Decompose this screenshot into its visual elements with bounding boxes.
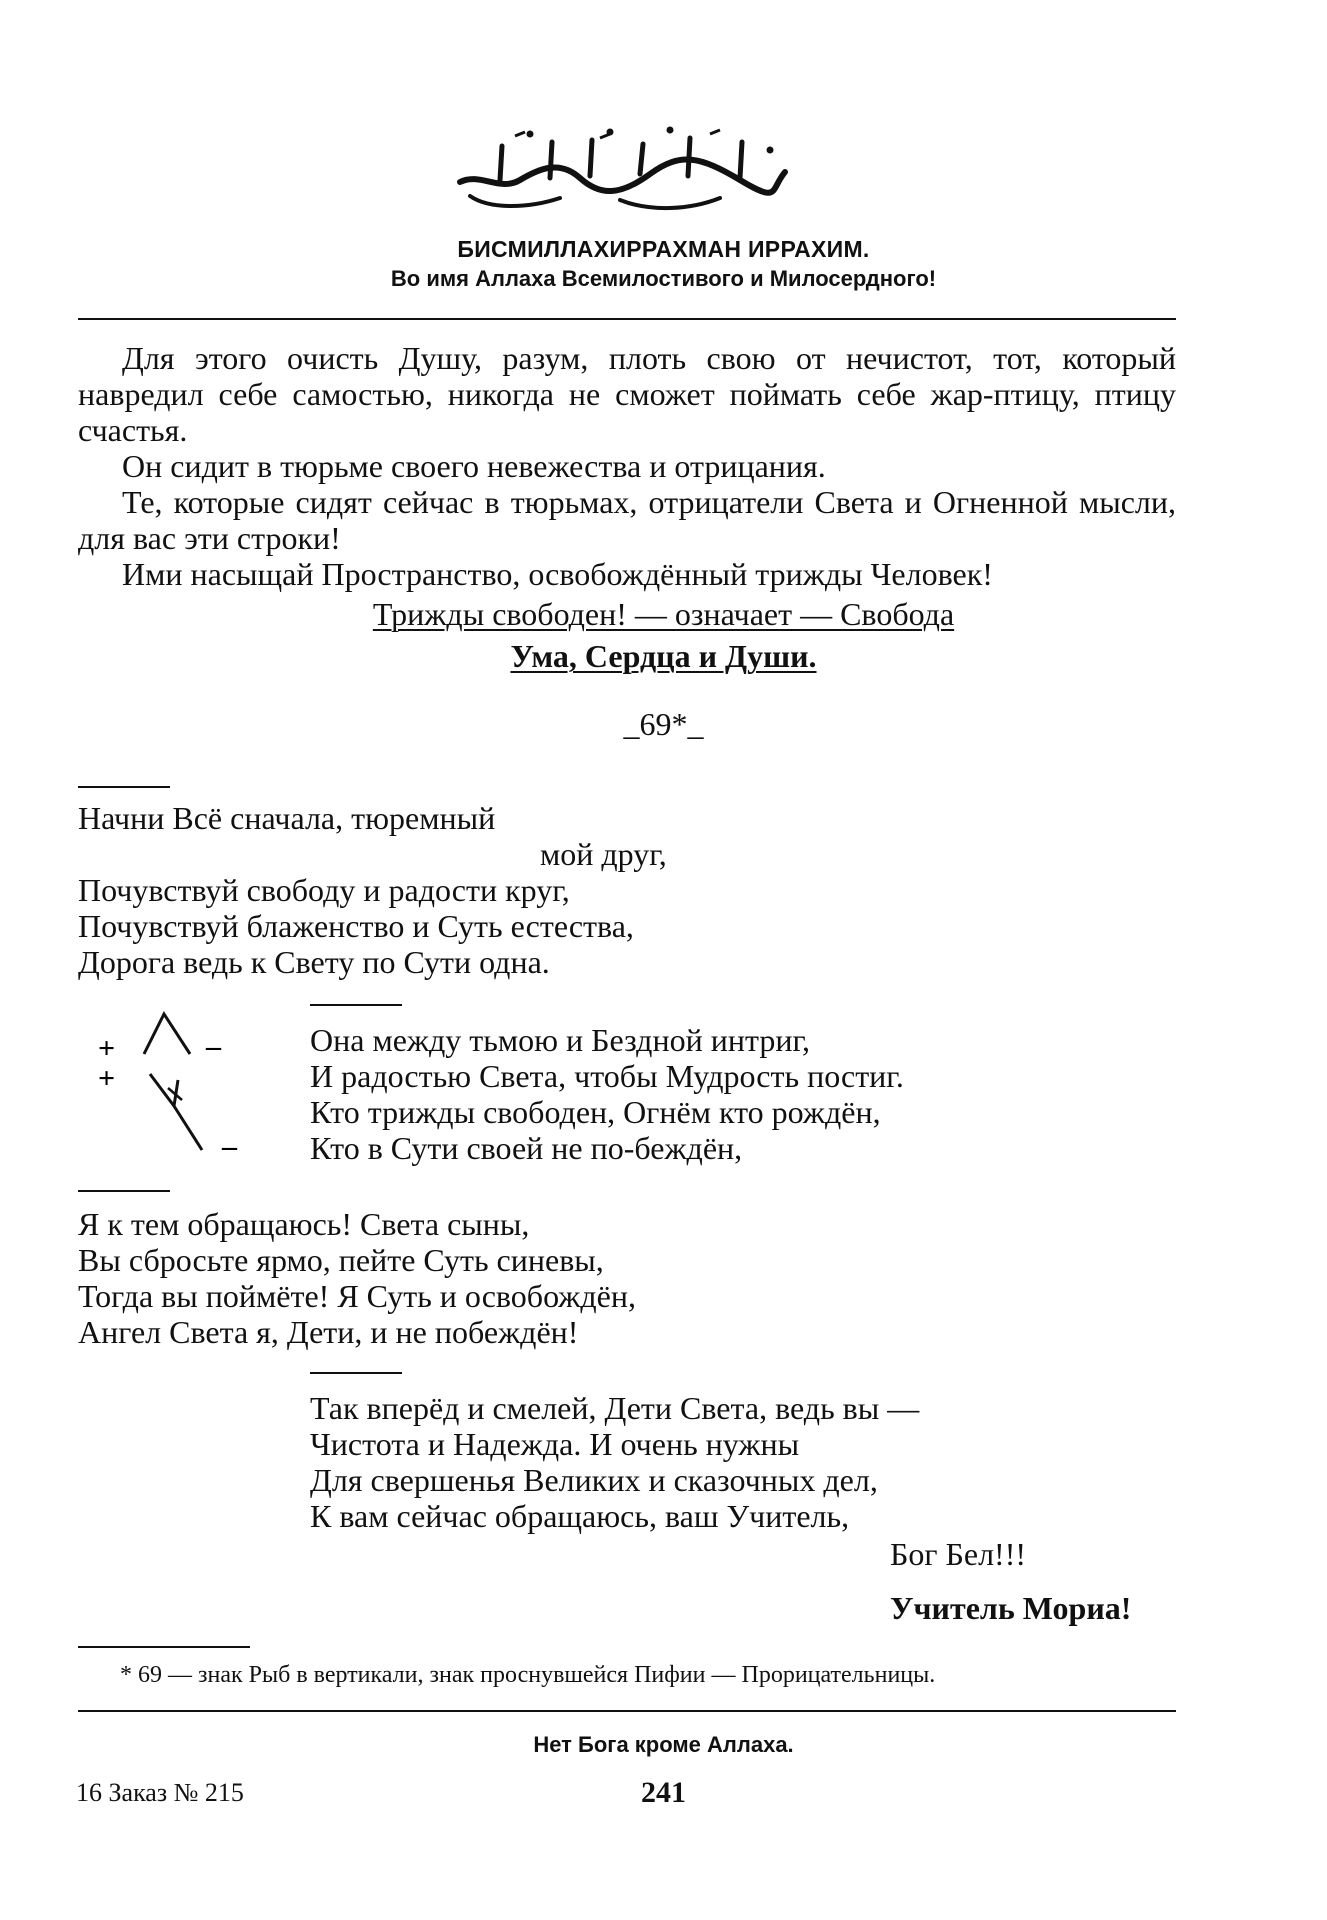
stanza-1-line-1-continuation: мой друг,: [540, 836, 667, 872]
plus-sign: +: [98, 1062, 116, 1095]
header-rule: [78, 318, 1176, 320]
stanza-4-line-4: К вам сейчас обращаюсь, ваш Учитель,: [310, 1498, 850, 1534]
stanza-3-line-3: Тогда вы поймёте! Я Суть и освобождён,: [78, 1278, 636, 1314]
prose-paragraph: Ими насыщай Пространство, освобождённый трижды Человек!: [122, 556, 993, 592]
stanza-1-line-3: Почувствуй блаженство и Суть естества,: [78, 908, 634, 944]
section-number: _69*_: [623, 706, 704, 742]
minus-sign: –: [206, 1030, 221, 1063]
header-title: БИСМИЛЛАХИРРАХМАН ИРРАХИМ.: [457, 236, 870, 262]
prose-paragraph: Он сидит в тюрьме своего невежества и отрицания.: [122, 448, 826, 484]
stanza-4-line-3: Для свершенья Великих и сказочных дел,: [310, 1462, 878, 1498]
prose-paragraph: Те, которые сидят сейчас в тюрьмах, отрицатели Света и Огненной мысли, для вас эти строки!: [78, 484, 1176, 556]
order-note: 16 Заказ № 215: [76, 1778, 244, 1807]
stanza-3-line-2: Вы сбросьте ярмо, пейте Суть синевы,: [78, 1242, 604, 1278]
minus-sign: –: [222, 1130, 237, 1163]
prose-block: [78, 340, 1176, 592]
mind-heart-soul-text: Ума, Сердца и Души.: [510, 638, 817, 674]
mind-heart-soul-line: [0, 638, 1327, 675]
stanza-1-line-1: Начни Всё сначала, тюремный: [78, 800, 496, 836]
stanza-1-line-2: Почувствуй свободу и радости круг,: [78, 872, 570, 908]
stanza-3-line-1: Я к тем обращаюсь! Света сыны,: [78, 1206, 530, 1242]
plus-sign: +: [98, 1032, 116, 1065]
page-number: 241: [641, 1776, 686, 1809]
signature: Учитель Мориа!: [890, 1590, 1132, 1626]
arabic-calligraphy-logo: [440, 120, 800, 220]
stanza-2-line-1: Она между тьмою и Бездной интриг,: [310, 1022, 810, 1058]
stanza-2-line-2: И радостью Света, чтобы Мудрость постиг.: [310, 1058, 904, 1094]
freedom-line-text: Трижды свободен! — означает — Свобода: [372, 596, 955, 632]
footnote: * 69 — знак Рыб в вертикали, знак проснувшейся Пифии — Прорицательницы.: [120, 1662, 936, 1688]
stanza-divider: [310, 1004, 402, 1006]
prose-paragraph: Для этого очисть Душу, разум, плоть свою от нечистот, тот, который навредил себе самостью, никогда не сможет поймать себе жар-птицу, птицу счастья.: [78, 340, 1176, 448]
pisces-vertical-symbol: [92, 1000, 252, 1170]
stanza-4-line-2: Чистота и Надежда. И очень нужны: [310, 1426, 800, 1462]
stanza-divider: [78, 786, 170, 788]
stanza-2-line-3: Кто трижды свободен, Огнём кто рождён,: [310, 1094, 881, 1130]
footer-text: Нет Бога кроме Аллаха.: [533, 1732, 794, 1757]
stanza-3-line-4: Ангел Света я, Дети, и не побеждён!: [78, 1314, 579, 1350]
footer-rule: [78, 1710, 1176, 1712]
stanza-4-line-1: Так вперёд и смелей, Дети Света, ведь вы —: [310, 1390, 920, 1426]
stanza-1-line-4: Дорога ведь к Свету по Сути одна.: [78, 944, 550, 980]
closing-line: Бог Бел!!!: [890, 1536, 1027, 1572]
freedom-line: [0, 596, 1327, 633]
stanza-divider: [310, 1372, 402, 1374]
stanza-2-line-4: Кто в Сути своей не по-беждён,: [310, 1130, 743, 1166]
footnote-rule: [78, 1646, 250, 1648]
header-subtitle: Во имя Аллаха Всемилостивого и Милосердного!: [390, 266, 937, 291]
stanza-divider: [78, 1190, 170, 1192]
